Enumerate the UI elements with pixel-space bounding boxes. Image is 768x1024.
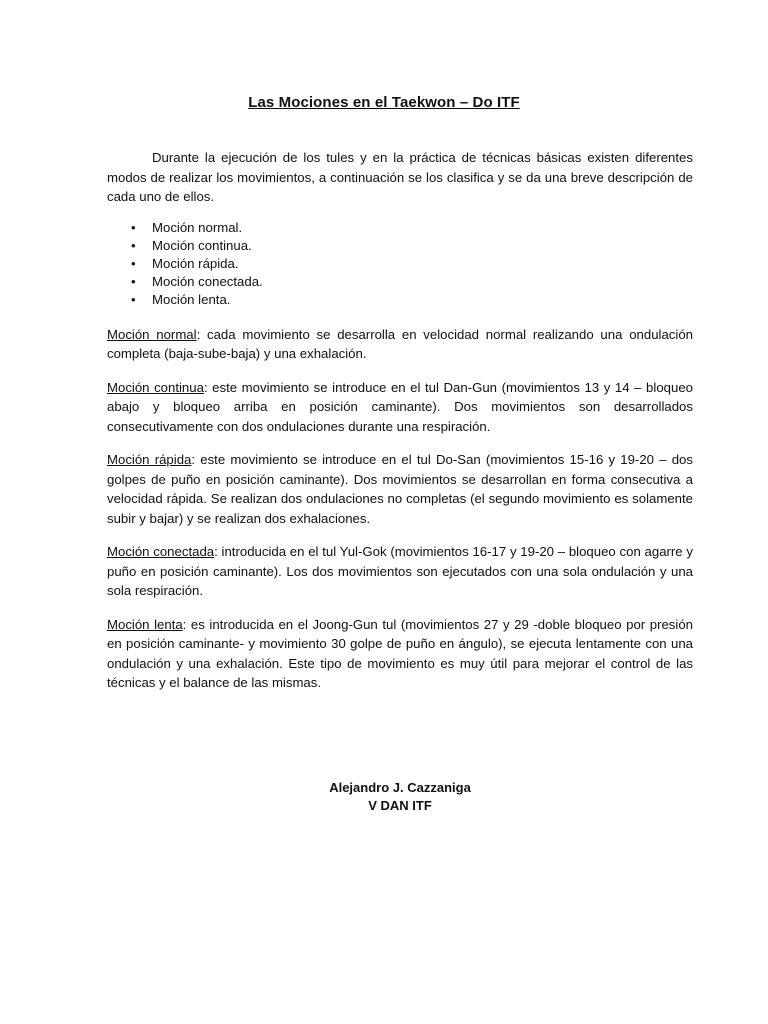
signature-block [0, 779, 768, 815]
section-colon: : [196, 326, 201, 342]
section-mocion-rapida [107, 450, 693, 528]
list-item [107, 291, 693, 309]
list-item [107, 237, 693, 255]
section-text: este movimiento se introduce en el tul Dan-Gun (movimientos 13 y 14 – bloqueo abajo y bloqueo arriba en posición caminante). Dos movimientos son desarrollados consecutivamente con dos ondulaciones durante una respiración. [107, 379, 693, 434]
signature-name: Alejandro J. Cazzaniga [329, 780, 471, 795]
section-text: es introducida en el Joong-Gun tul (movimientos 27 y 29 -doble bloqueo por presión en posición caminante- y movimiento 30 golpe de puño en ángulo), se ejecuta lentamente con una ondulación y una exhalación. Este tipo de movimiento es muy útil para mejorar el control de las técnicas y el balance de las mismas. [107, 616, 693, 690]
list-item-text: Moción lenta. [152, 291, 231, 307]
section-colon: : [214, 544, 218, 559]
section-text: cada movimiento se desarrolla en velocidad normal realizando una ondulación completa (baja-sube-baja) y una exhalación. [107, 326, 693, 361]
intro-paragraph: Durante la ejecución de los tules y en la práctica de técnicas básicas existen diferentes modos de realizar los movimientos, a continuación se los clasifica y se da una breve descripción de cada uno de ellos. [107, 150, 693, 204]
section-mocion-conectada [107, 542, 693, 601]
document-body [107, 148, 693, 693]
section-text: introducida en el tul Yul-Gok (movimientos 16-17 y 19-20 – bloqueo con agarre y puño en posición caminante). Los dos movimientos son ejecutados con una sola ondulación y una sola respiración. [107, 544, 693, 598]
section-colon: : [182, 616, 187, 632]
section-mocion-continua [107, 378, 693, 437]
section-colon: : [203, 379, 208, 395]
page-title: Las Mociones en el Taekwon – Do ITF [248, 94, 520, 111]
list-item-text: Moción continua. [152, 237, 252, 253]
section-term: Moción lenta [107, 616, 183, 632]
signature-rank: V DAN ITF [368, 798, 432, 813]
bullet-icon: • [131, 291, 136, 307]
bullet-icon: • [131, 273, 136, 289]
section-colon: : [191, 452, 196, 467]
list-item-text: Moción normal. [152, 219, 243, 235]
section-term: Moción continua [107, 379, 204, 395]
list-item [107, 255, 693, 273]
list-item [107, 273, 693, 291]
bullet-icon: • [131, 237, 136, 253]
bullet-icon: • [131, 255, 136, 271]
list-item-text: Moción rápida. [152, 255, 239, 271]
list-item [107, 219, 693, 237]
motions-list [107, 219, 693, 309]
list-item-text: Moción conectada. [152, 273, 263, 289]
section-mocion-normal [107, 325, 693, 364]
section-term: Moción normal [107, 326, 197, 342]
section-mocion-lenta [107, 615, 693, 693]
section-term: Moción conectada [107, 544, 215, 559]
section-text: este movimiento se introduce en el tul Do-San (movimientos 15-16 y 19-20 – dos golpes de puño en posición caminante). Dos movimientos se desarrollan en forma consecutiva a velocidad rápida. Se realizan dos ondulaciones no completas (el segundo movimiento es solamente subir y bajar) y se realizan dos exhalaciones. [107, 452, 693, 526]
bullet-icon: • [131, 219, 136, 235]
section-term: Moción rápida [107, 452, 192, 467]
